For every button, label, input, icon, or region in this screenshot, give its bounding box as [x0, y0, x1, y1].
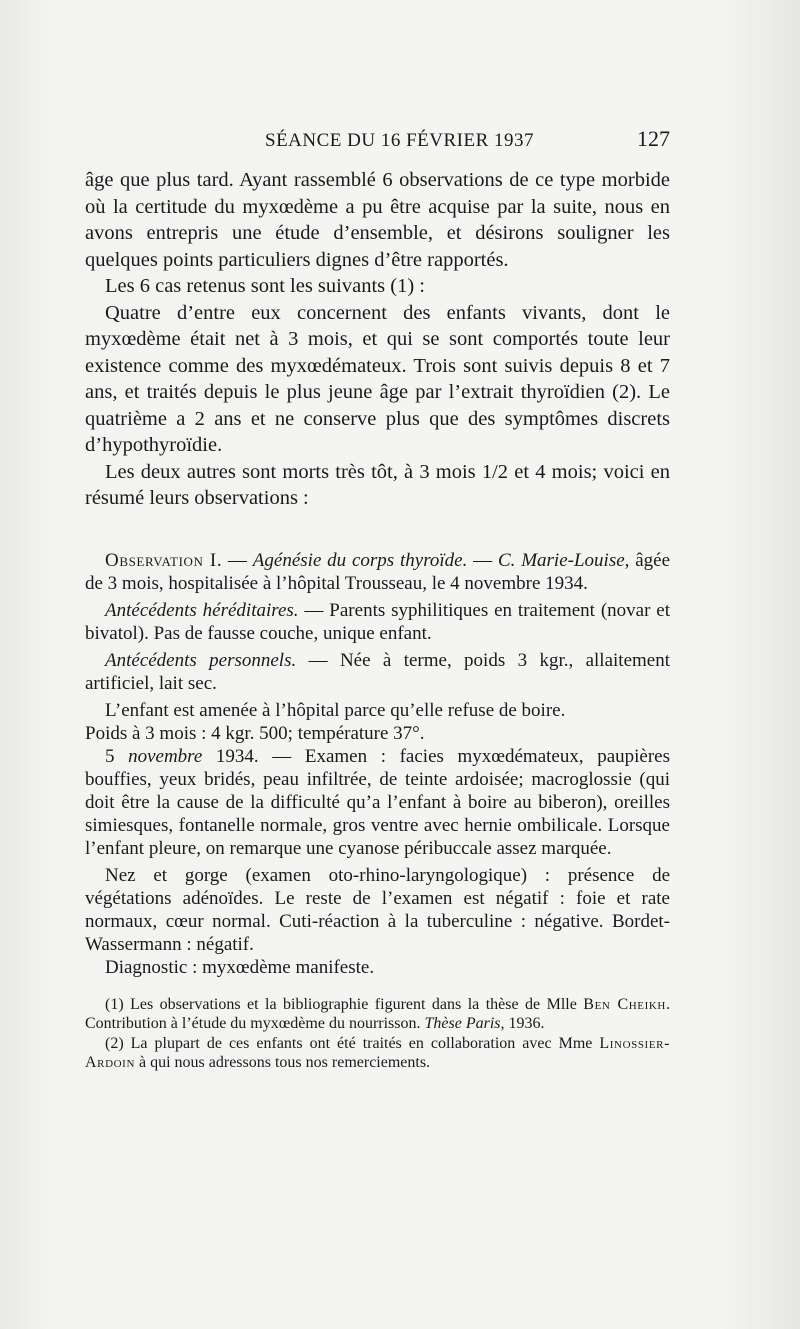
observation-intro [85, 549, 670, 595]
footnote-1-year: 1936. [504, 1015, 545, 1032]
personal-text: — Née à terme, poids 3 kgr., allaitement artificiel, lait sec. [85, 649, 670, 694]
footnote-1-text: (1) Les observations et la bibliographie figurent dans la thèse de Mlle [105, 995, 584, 1013]
admission-text: L’enfant est amenée à l’hôpital parce qu’elle refuse de boire. [105, 699, 566, 721]
hereditary-text: — Parents syphilitiques en traitement (novar et bivatol). Pas de fausse couche, unique enfant. [85, 599, 671, 644]
footnote-2 [85, 1034, 670, 1073]
exam-date-day: 5 [105, 745, 115, 767]
paragraph-1: âge que plus tard. Ayant rassemblé 6 observations de ce type morbide où la certitude du myxœdème a pu être acquise par la suite, nous en avons entrepris une étude d’ensemble, et désirons souligner les quelques points particuliers dignes d’être rapportés. [85, 169, 670, 271]
dash: — [467, 549, 498, 571]
personal-history [85, 649, 670, 695]
paragraph-4: Les deux autres sont morts très tôt, à 3 mois 1/2 et 4 mois; voici en résumé leurs observations : [85, 460, 670, 509]
body-text [85, 167, 670, 512]
hereditary-label: Antécédents héréditaires. [105, 599, 299, 621]
patient-name: C. Marie-Louise, [497, 549, 630, 571]
paragraph-2: Les 6 cas retenus sont les suivants (1) : [105, 275, 425, 297]
text-block [85, 167, 670, 1073]
observation-label: Observation I. [105, 549, 223, 571]
page-number: 127 [637, 126, 670, 151]
dash: — [222, 549, 253, 571]
ent-exam-paragraph: Nez et gorge (examen oto-rhino-laryngologique) : présence de végétations adénoïdes. Le reste de l’examen est négatif : foie et rate normaux, cœur normal. Cuti-réaction à la tuberculine : négative. Bordet-Wassermann : négatif. [85, 864, 670, 955]
exam-paragraph [85, 745, 670, 860]
personal-label: Antécédents personnels. [105, 649, 297, 671]
observation-title: Agénésie du corps thyroïde. [252, 549, 468, 571]
running-title: SÉANCE DU 16 FÉVRIER 1937 [265, 130, 535, 151]
footnotes [85, 995, 670, 1073]
hereditary-history [85, 599, 670, 645]
paragraph-3: Quatre d’entre eux concernent des enfants vivants, dont le myxœdème était net à 3 mois, et qui se sont comportés toute leur existence comme des myxœdémateux. Trois sont suivis depuis 8 et 7 ans, et traités depuis le plus jeune âge par l’extrait thyroïdien (2). Le quatrième a 2 ans et ne conserve plus que des symptômes discrets d’hypothyroïdie. [85, 301, 670, 456]
weight-text: Poids à 3 mois : 4 kgr. 500; température 37°. [85, 722, 425, 744]
footnote-1-text-2: . Contribution à l’étude du myxœdème du nourrisson. [85, 995, 670, 1032]
footnote-1-author: Ben Cheikh [583, 995, 666, 1013]
page-header [85, 126, 670, 156]
footnote-1-thesis: Thèse Paris, [424, 1015, 505, 1032]
footnote-2-author: Linossier-Ardoin [85, 1034, 670, 1071]
footnote-2-text-2: à qui nous adressons tous nos remerciements. [135, 1054, 431, 1071]
exam-text: — Examen : facies myxœdémateux, paupières bouffies, yeux bridés, peau infiltrée, de teinte ardoisée; macroglossie (qui doit être la cause de la difficulté qu’a l’enfant à boire au biberon), oreilles simiesques, fontanelle normale, gros ventre avec hernie ombilicale. Lorsque l’enfant pleure, on remarque une cyanose péribuccale assez marquée. [85, 745, 670, 859]
diagnosis-text: Diagnostic : myxœdème manifeste. [105, 956, 375, 978]
exam-date-year: 1934. [202, 745, 259, 767]
footnote-1 [85, 995, 670, 1034]
footnote-2-text: (2) La plupart de ces enfants ont été traités en collaboration avec Mme [105, 1034, 600, 1052]
observation-section [85, 549, 670, 979]
exam-date-month: novembre [114, 745, 203, 767]
observation-intro-text: âgée de 3 mois, hospitalisée à l’hôpital Trousseau, le 4 novembre 1934. [85, 549, 671, 594]
